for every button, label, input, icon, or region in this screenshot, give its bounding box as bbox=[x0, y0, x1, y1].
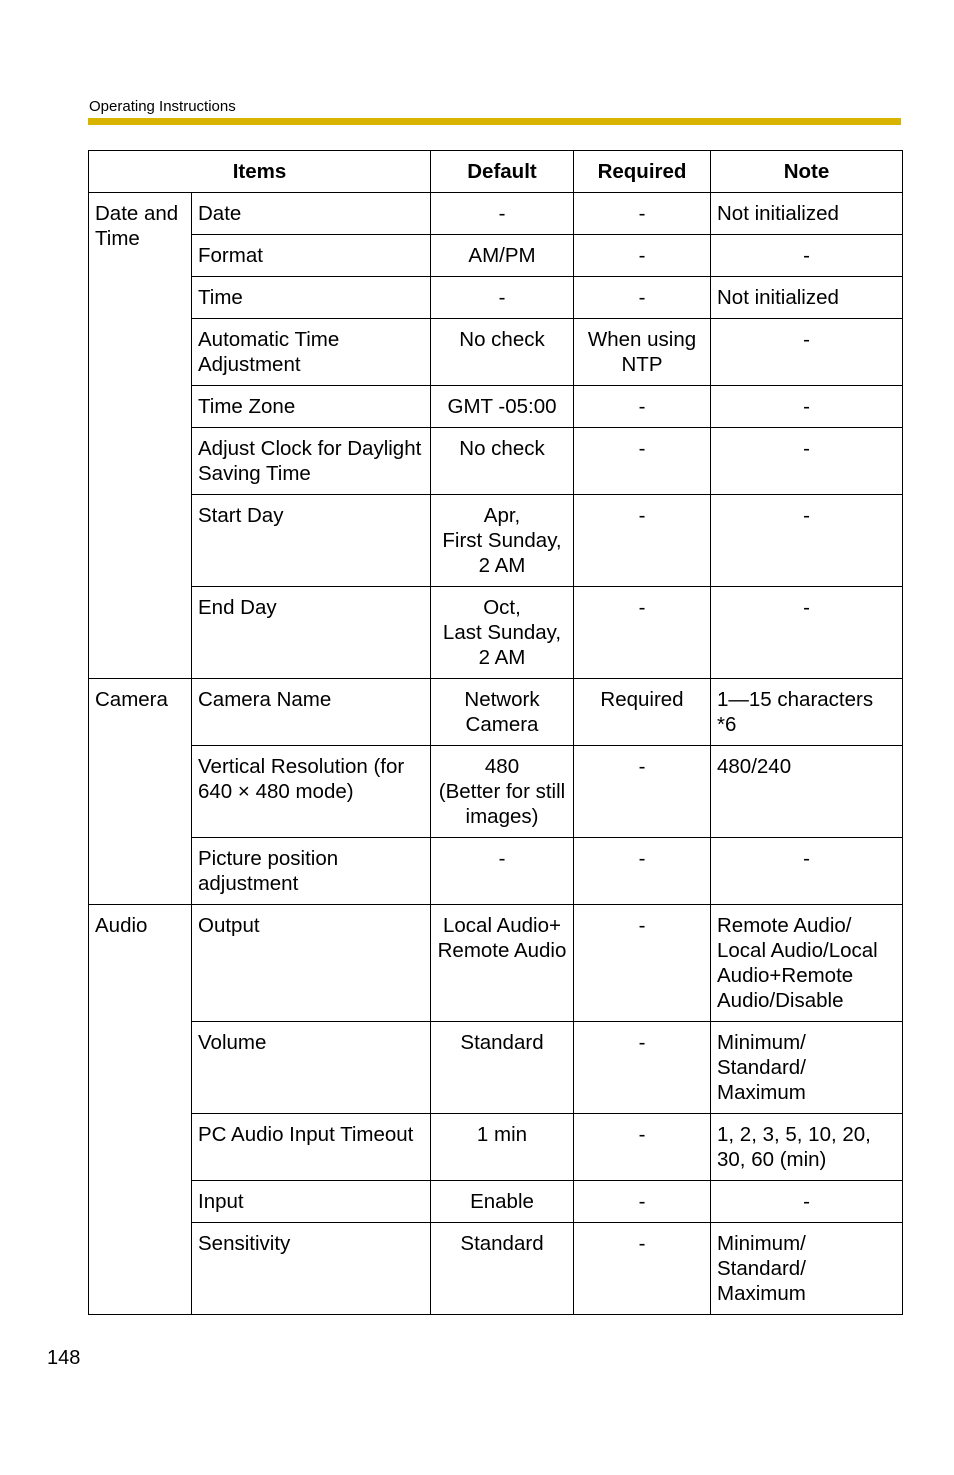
required-cell: - bbox=[574, 193, 711, 235]
table-row bbox=[89, 1114, 903, 1181]
item-cell: Sensitivity bbox=[192, 1223, 431, 1315]
default-cell: GMT -05:00 bbox=[431, 386, 574, 428]
table-row bbox=[89, 193, 903, 235]
item-cell: Time bbox=[192, 277, 431, 319]
table-row bbox=[89, 386, 903, 428]
table-row bbox=[89, 587, 903, 679]
item-cell: Output bbox=[192, 905, 431, 1022]
header-items: Items bbox=[89, 151, 431, 193]
default-cell: - bbox=[431, 193, 574, 235]
default-cell: - bbox=[431, 838, 574, 905]
note-cell: - bbox=[711, 386, 903, 428]
default-cell: No check bbox=[431, 319, 574, 386]
default-cell: Standard bbox=[431, 1022, 574, 1114]
item-cell: Date bbox=[192, 193, 431, 235]
group-label: Camera bbox=[89, 679, 192, 905]
default-cell: Apr, First Sunday, 2 AM bbox=[431, 495, 574, 587]
table-row bbox=[89, 746, 903, 838]
required-cell: - bbox=[574, 1114, 711, 1181]
item-cell: Time Zone bbox=[192, 386, 431, 428]
note-cell: Minimum/ Standard/ Maximum bbox=[711, 1223, 903, 1315]
table-row bbox=[89, 1223, 903, 1315]
required-cell: - bbox=[574, 1022, 711, 1114]
required-cell: - bbox=[574, 587, 711, 679]
running-header: Operating Instructions bbox=[89, 98, 236, 115]
required-cell: - bbox=[574, 386, 711, 428]
note-cell: - bbox=[711, 319, 903, 386]
item-cell: Vertical Resolution (for 640 × 480 mode) bbox=[192, 746, 431, 838]
note-cell: 1, 2, 3, 5, 10, 20, 30, 60 (min) bbox=[711, 1114, 903, 1181]
required-cell: - bbox=[574, 838, 711, 905]
item-cell: Adjust Clock for Daylight Saving Time bbox=[192, 428, 431, 495]
note-cell: 1—15 characters *6 bbox=[711, 679, 903, 746]
header-rule bbox=[88, 118, 901, 125]
item-cell: PC Audio Input Timeout bbox=[192, 1114, 431, 1181]
item-cell: Start Day bbox=[192, 495, 431, 587]
note-cell: - bbox=[711, 428, 903, 495]
item-cell: Volume bbox=[192, 1022, 431, 1114]
note-cell: - bbox=[711, 495, 903, 587]
header-default: Default bbox=[431, 151, 574, 193]
note-cell: Remote Audio/ Local Audio/Local Audio+Remote Audio/Disable bbox=[711, 905, 903, 1022]
table-row bbox=[89, 905, 903, 1022]
table-row bbox=[89, 1022, 903, 1114]
header-note: Note bbox=[711, 151, 903, 193]
table-row bbox=[89, 679, 903, 746]
note-cell: - bbox=[711, 235, 903, 277]
note-cell: - bbox=[711, 1181, 903, 1223]
default-cell: 480 (Better for still images) bbox=[431, 746, 574, 838]
item-cell: Input bbox=[192, 1181, 431, 1223]
default-cell: 1 min bbox=[431, 1114, 574, 1181]
item-cell: Picture position adjustment bbox=[192, 838, 431, 905]
page-number: 148 bbox=[47, 1347, 81, 1369]
table-row bbox=[89, 1181, 903, 1223]
default-cell: Enable bbox=[431, 1181, 574, 1223]
table-row bbox=[89, 277, 903, 319]
required-cell: When using NTP bbox=[574, 319, 711, 386]
note-cell: 480/240 bbox=[711, 746, 903, 838]
default-cell: No check bbox=[431, 428, 574, 495]
note-cell: Not initialized bbox=[711, 277, 903, 319]
required-cell: - bbox=[574, 235, 711, 277]
item-cell: Camera Name bbox=[192, 679, 431, 746]
required-cell: - bbox=[574, 905, 711, 1022]
item-cell: End Day bbox=[192, 587, 431, 679]
settings-table bbox=[88, 150, 903, 1315]
group-label: Audio bbox=[89, 905, 192, 1315]
group-label: Date and Time bbox=[89, 193, 192, 679]
note-cell: Minimum/ Standard/ Maximum bbox=[711, 1022, 903, 1114]
note-cell: - bbox=[711, 587, 903, 679]
table-row bbox=[89, 235, 903, 277]
default-cell: Oct, Last Sunday, 2 AM bbox=[431, 587, 574, 679]
default-cell: - bbox=[431, 277, 574, 319]
note-cell: Not initialized bbox=[711, 193, 903, 235]
required-cell: - bbox=[574, 746, 711, 838]
table-row bbox=[89, 319, 903, 386]
table-row bbox=[89, 428, 903, 495]
required-cell: - bbox=[574, 1181, 711, 1223]
note-cell: - bbox=[711, 838, 903, 905]
table-row bbox=[89, 838, 903, 905]
required-cell: - bbox=[574, 277, 711, 319]
required-cell: - bbox=[574, 428, 711, 495]
default-cell: Standard bbox=[431, 1223, 574, 1315]
table-header-row bbox=[89, 151, 903, 193]
default-cell: Local Audio+ Remote Audio bbox=[431, 905, 574, 1022]
table-row bbox=[89, 495, 903, 587]
header-required: Required bbox=[574, 151, 711, 193]
required-cell: - bbox=[574, 1223, 711, 1315]
default-cell: AM/PM bbox=[431, 235, 574, 277]
required-cell: - bbox=[574, 495, 711, 587]
required-cell: Required bbox=[574, 679, 711, 746]
item-cell: Automatic Time Adjustment bbox=[192, 319, 431, 386]
item-cell: Format bbox=[192, 235, 431, 277]
default-cell: Network Camera bbox=[431, 679, 574, 746]
